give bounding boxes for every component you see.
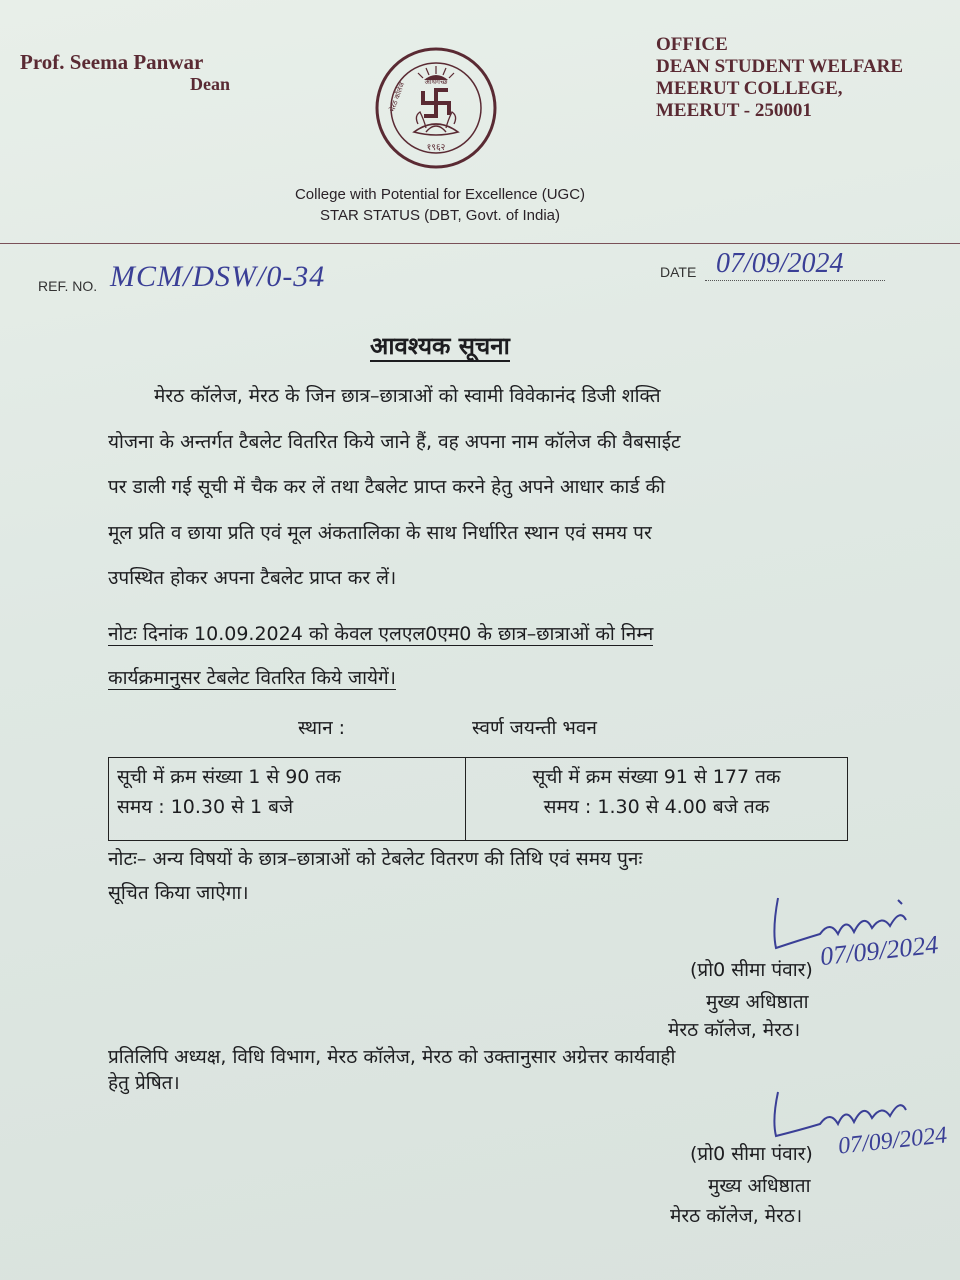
paragraph-line: योजना के अन्तर्गत टैबलेट वितरित किये जाने हैं, वह अपना नाम कॉलेज की वैबसाईट bbox=[108, 430, 681, 453]
date-label: DATE bbox=[660, 264, 697, 280]
date-value: 07/09/2024 bbox=[716, 248, 844, 279]
note-line: नोटः– अन्य विषयों के छात्र–छात्राओं को टेबलेट वितरण की तिथि एवं समय पुनः bbox=[108, 848, 643, 870]
signature-date: 07/09/2024 bbox=[836, 1122, 949, 1160]
seal-year: १९६२ bbox=[426, 143, 446, 153]
signatory-title: मुख्य अधिष्ठाता bbox=[708, 1175, 811, 1197]
signatory-name: (प्रो0 सीमा पंवार) bbox=[690, 1143, 813, 1165]
ref-number: MCM/DSW/0-34 bbox=[110, 260, 326, 293]
schedule-cell bbox=[466, 758, 848, 841]
note-line: नोटः दिनांक 10.09.2024 को केवल एलएल0एम0 के छात्र–छात्राओं को निम्न bbox=[108, 623, 654, 645]
dean-name: Prof. Seema Panwar bbox=[20, 50, 204, 74]
office-line: MEERUT COLLEGE, bbox=[656, 78, 843, 99]
notice-paragraph bbox=[108, 374, 838, 602]
schedule-cell bbox=[109, 758, 466, 841]
office-address bbox=[656, 34, 903, 122]
note-line: कार्यक्रमानुसर टेबलेट वितरित किये जायेगें। bbox=[108, 667, 396, 689]
signatory-college: मेरठ कॉलेज, मेरठ। bbox=[670, 1205, 803, 1227]
notice-title: आवश्यक सूचना bbox=[370, 332, 510, 360]
paragraph-line: पर डाली गई सूची में चैक कर लें तथा टैबलेट प्राप्त करने हेतु अपने आधार कार्ड की bbox=[108, 476, 666, 498]
copy-line: हेतु प्रेषित। bbox=[108, 1072, 180, 1094]
copy-to bbox=[108, 1044, 848, 1096]
office-line: OFFICE bbox=[656, 34, 728, 55]
note-line: सूचित किया जाऐगा। bbox=[108, 882, 249, 904]
tagline-ugc: College with Potential for Excellence (UGC) bbox=[294, 186, 586, 203]
office-line: DEAN STUDENT WELFARE bbox=[656, 56, 904, 77]
signatory-college: मेरठ कॉलेज, मेरठ। bbox=[668, 1019, 801, 1041]
college-seal-icon bbox=[374, 46, 498, 170]
schedule-serial: सूची में क्रम संख्या 1 से 90 तक bbox=[117, 766, 341, 788]
venue-value: स्वर्ण जयन्ती भवन bbox=[472, 717, 597, 739]
date-dotted-line bbox=[705, 280, 885, 281]
schedule-time: समय : 1.30 से 4.00 बजे तक bbox=[543, 796, 770, 818]
table-row bbox=[109, 758, 848, 841]
paragraph-line: उपस्थित होकर अपना टैबलेट प्राप्त कर लें। bbox=[108, 567, 397, 589]
office-line: MEERUT - 250001 bbox=[656, 100, 812, 121]
signatory-name: (प्रो0 सीमा पंवार) bbox=[690, 959, 813, 981]
schedule-time: समय : 10.30 से 1 बजे bbox=[117, 796, 294, 818]
note-other-subjects bbox=[108, 842, 838, 910]
note-llm bbox=[108, 612, 838, 700]
seal-motto: अधिगच्छ bbox=[424, 78, 448, 86]
schedule-table bbox=[108, 757, 848, 841]
paragraph-line: मूल प्रति व छाया प्रति एवं मूल अंकतालिका के साथ निर्धारित स्थान एवं समय पर bbox=[108, 521, 652, 544]
paragraph-line: मेरठ कॉलेज, मेरठ के जिन छात्र–छात्राओं को स्वामी विवेकानंद डिजी शक्ति bbox=[154, 385, 661, 407]
schedule-serial: सूची में क्रम संख्या 91 से 177 तक bbox=[532, 766, 781, 788]
header-divider bbox=[0, 243, 960, 244]
copy-line: प्रतिलिपि अध्यक्ष, विधि विभाग, मेरठ कॉलेज, मेरठ को उक्तानुसार अग्रेत्तर कार्यवाही bbox=[108, 1046, 676, 1068]
ref-label: REF. NO. bbox=[38, 278, 98, 294]
signatory-title: मुख्य अधिष्ठाता bbox=[706, 991, 809, 1013]
venue-label: स्थान : bbox=[298, 717, 346, 739]
tagline-dbt: STAR STATUS (DBT, Govt. of India) bbox=[319, 207, 561, 224]
seal-text: मेरठ कॉलेज bbox=[388, 81, 407, 113]
signature-date: 07/09/2024 bbox=[818, 929, 940, 972]
dean-designation: Dean bbox=[190, 74, 230, 94]
